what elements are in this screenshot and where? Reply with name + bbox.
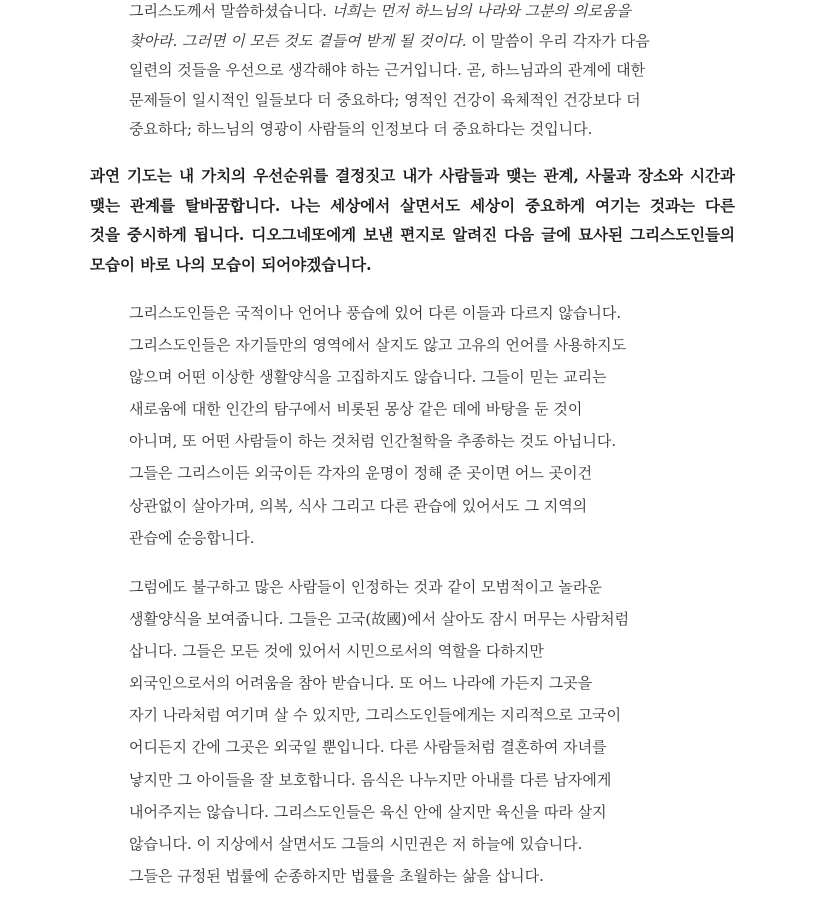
- text-line: 아니며, 또 어떤 사람들이 하는 것처럼 인간철학을 추종하는 것도 아닙니다.: [129, 432, 617, 451]
- text-line: [129, 27, 729, 57]
- text-line: 않으며 어떤 이상한 생활양식을 고집하지도 않습니다. 그들이 믿는 교리는: [129, 368, 607, 387]
- block-quote-diognetus-2: [129, 571, 729, 892]
- text-line: 낳지만 그 아이들을 잘 보호합니다. 음식은 나누지만 아내를 다른 남자에게: [129, 770, 612, 789]
- text-line: 모습이 바로 나의 모습이 되어야겠습니다.: [90, 254, 372, 274]
- text-line: 맺는 관계를 탈바꿈합니다. 나는 세상에서 살면서도 세상이 중요하게 여기는 것과는 다른: [90, 195, 735, 215]
- italic-scripture-text: 너희는 먼저 하느님의 나라와 그분의 의로움을: [331, 2, 631, 20]
- text-line: 관습에 순응합니다.: [129, 528, 255, 547]
- body-paragraph: [90, 161, 735, 279]
- text-line: 문제들이 일시적인 일들보다 더 중요하다; 영적인 건강이 육체적인 건강보다 더: [129, 90, 641, 109]
- text-line: 그들은 그리스이든 외국이든 각자의 운명이 정해 준 곳이면 어느 곳이건: [129, 464, 593, 483]
- text-line: 그들은 규정된 법률에 순종하지만 법률을 초월하는 삶을 삽니다.: [129, 866, 544, 885]
- italic-scripture-text: 찾아라. 그러면 이 모든 것도 곁들여 받게 될 것이다.: [129, 31, 467, 50]
- text-line: 않습니다. 이 지상에서 살면서도 그들의 시민권은 저 하늘에 있습니다.: [129, 834, 583, 853]
- text-line: 자기 나라처럼 여기며 살 수 있지만, 그리스도인들에게는 지리적으로 고국이: [129, 706, 622, 725]
- text-line: 그리스도인들은 국적이나 언어나 풍습에 있어 다른 이들과 다르지 않습니다.: [129, 304, 622, 322]
- text-line: 외국인으로서의 어려움을 참아 받습니다. 또 어느 나라에 가든지 그곳을: [129, 674, 593, 693]
- text-line: 중요하다; 하느님의 영광이 사람들의 인정보다 더 중요하다는 것입니다.: [129, 120, 593, 138]
- text-line: 어디든지 간에 그곳은 외국일 뿐입니다. 다른 사람들처럼 결혼하여 자녀를: [129, 738, 607, 757]
- text-line: 생활양식을 보여줍니다. 그들은 고국(故國)에서 살아도 잠시 머무는 사람처럼: [129, 610, 630, 629]
- text-line: 삽니다. 그들은 모든 것에 있어서 시민으로서의 역할을 다하지만: [129, 642, 544, 661]
- text-line: [129, 0, 729, 27]
- text-line: 것을 중시하게 됩니다. 디오그네또에게 보낸 편지로 알려진 다음 글에 묘사된 그리스도인들의: [90, 225, 735, 244]
- text-span: 그리스도께서 말씀하셨습니다.: [129, 2, 332, 20]
- text-span: 이 말씀이 우리 각자가 다음: [466, 31, 650, 50]
- block-quote-christ-saying: [129, 0, 729, 145]
- text-line: 과연 기도는 내 가치의 우선순위를 결정짓고 내가 사람들과 맺는 관계, 사물과 장소와 시간과: [90, 166, 735, 185]
- text-line: 내어주지는 않습니다. 그리스도인들은 육신 안에 살지만 육신을 따라 살지: [129, 802, 607, 821]
- text-line: 일련의 것들을 우선으로 생각해야 하는 근거입니다. 곧, 하느님과의 관계에 대한: [129, 61, 646, 79]
- text-line: 새로움에 대한 인간의 탐구에서 비롯된 몽상 같은 데에 바탕을 둔 것이: [129, 400, 583, 419]
- block-quote-diognetus-1: [129, 297, 729, 554]
- text-line: 상관없이 살아가며, 의복, 식사 그리고 다른 관습에 있어서도 그 지역의: [129, 496, 588, 515]
- text-line: 그럼에도 불구하고 많은 사람들이 인정하는 것과 같이 모범적이고 놀라운: [129, 578, 602, 596]
- text-line: 그리스도인들은 자기들만의 영역에서 살지도 않고 고유의 언어를 사용하지도: [129, 336, 627, 355]
